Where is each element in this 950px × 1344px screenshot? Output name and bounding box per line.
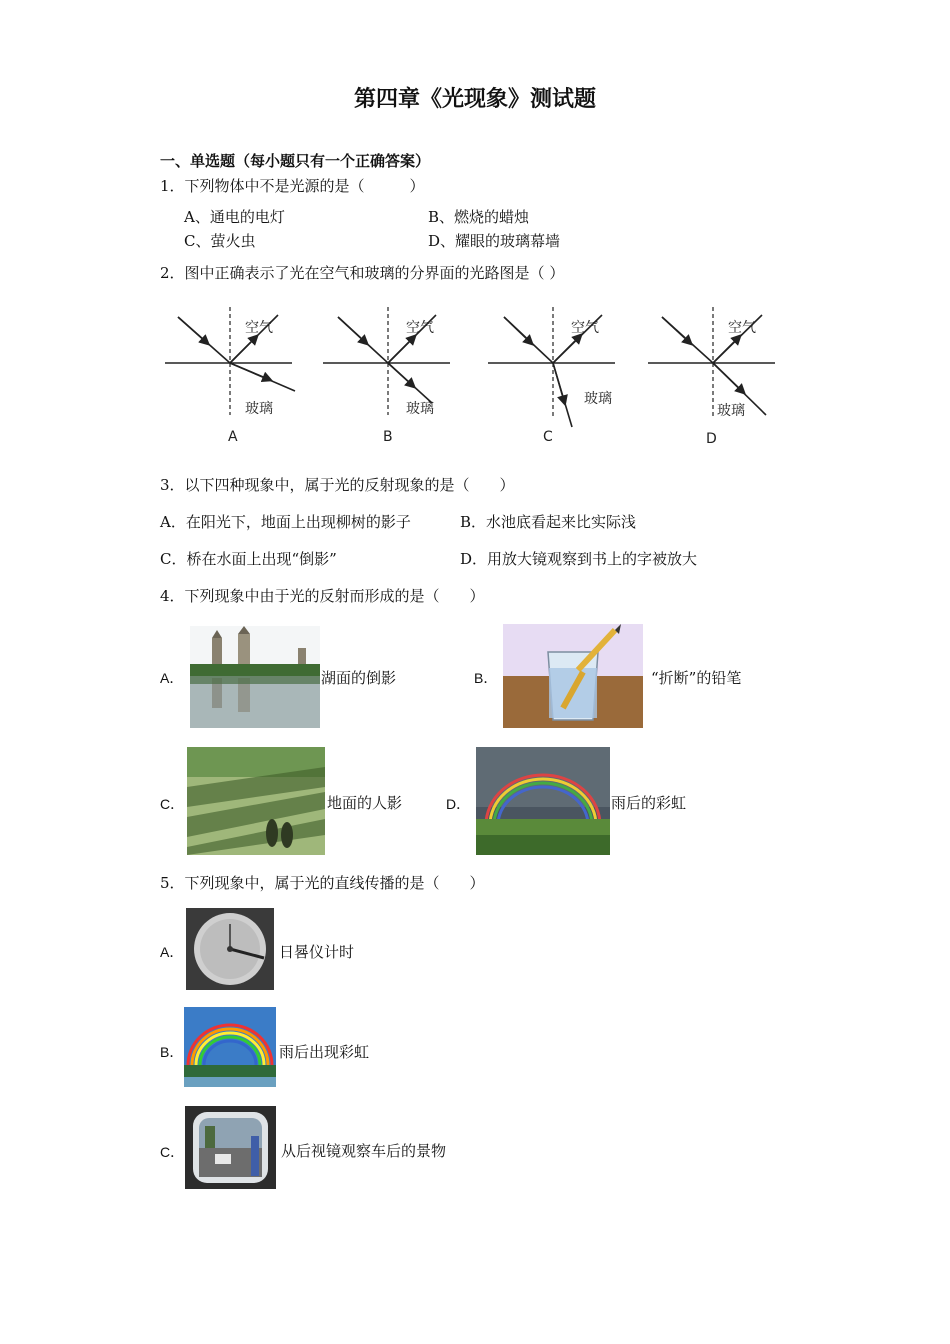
lake-reflection-image bbox=[190, 626, 320, 728]
q4-option-d-caption: 雨后的彩虹 bbox=[611, 794, 687, 812]
diagram-b bbox=[323, 307, 450, 445]
q4-option-b-caption: “折断”的铅笔 bbox=[651, 669, 742, 687]
q3-option-b: B．水池底看起来比实际浅 bbox=[460, 513, 637, 531]
page-title: 第四章《光现象》测试题 bbox=[353, 87, 596, 112]
q3-option-c: C．桥在水面上出现“倒影” bbox=[160, 550, 337, 568]
diagram-b-glass-label: 玻璃 bbox=[406, 401, 434, 417]
question-1-stem: 1．下列物体中不是光源的是（ ） bbox=[160, 177, 425, 195]
q4-option-a-letter: A． bbox=[160, 670, 184, 686]
diagram-c bbox=[488, 307, 615, 445]
q4-option-a-caption: 湖面的倒影 bbox=[321, 669, 397, 687]
diagram-d bbox=[648, 307, 775, 447]
q3-option-a: A．在阳光下，地面上出现柳树的影子 bbox=[160, 513, 411, 531]
q1-option-c: C、萤火虫 bbox=[184, 232, 256, 250]
diagram-a bbox=[165, 307, 295, 445]
question-5-stem: 5．下列现象中，属于光的直线传播的是（ ） bbox=[160, 874, 485, 892]
q5-option-a-caption: 日晷仪计时 bbox=[279, 943, 355, 961]
diagram-c-letter: C bbox=[543, 429, 553, 445]
broken-pencil-image bbox=[503, 624, 643, 728]
q5-option-c-letter: C． bbox=[160, 1144, 185, 1160]
q4-option-b-letter: B． bbox=[474, 670, 498, 686]
diagram-d-letter: D bbox=[706, 431, 717, 447]
light-path-diagrams bbox=[160, 305, 785, 455]
question-4-stem: 4．下列现象中由于光的反射而形成的是（ ） bbox=[160, 587, 485, 605]
diagram-a-air-label: 空气 bbox=[245, 320, 273, 336]
diagram-d-glass-label: 玻璃 bbox=[717, 403, 745, 419]
q5-option-b-letter: B． bbox=[160, 1044, 184, 1060]
q1-option-d: D、耀眼的玻璃幕墙 bbox=[428, 232, 561, 250]
ground-shadow-image bbox=[187, 747, 325, 855]
diagram-a-glass-label: 玻璃 bbox=[245, 401, 273, 417]
sundial-image bbox=[186, 908, 274, 990]
q1-option-b: B、燃烧的蜡烛 bbox=[428, 208, 530, 226]
q5-option-a-letter: A． bbox=[160, 944, 184, 960]
rainbow-after-rain-image bbox=[476, 747, 610, 855]
q4-option-d-letter: D． bbox=[446, 796, 471, 812]
question-3-stem: 3．以下四种现象中，属于光的反射现象的是（ ） bbox=[160, 476, 515, 494]
rainbow-image bbox=[184, 1007, 276, 1087]
q4-option-c-caption: 地面的人影 bbox=[327, 794, 403, 812]
question-2-stem: 2．图中正确表示了光在空气和玻璃的分界面的光路图是（ ） bbox=[160, 264, 565, 282]
q3-option-d: D．用放大镜观察到书上的字被放大 bbox=[460, 550, 698, 568]
q1-option-a: A、通电的电灯 bbox=[184, 208, 285, 226]
diagram-c-glass-label: 玻璃 bbox=[584, 391, 612, 407]
diagram-c-air-label: 空气 bbox=[571, 320, 599, 336]
section-heading: 一、单选题（每小题只有一个正确答案） bbox=[160, 152, 431, 170]
q5-option-b-caption: 雨后出现彩虹 bbox=[279, 1043, 370, 1061]
diagram-b-air-label: 空气 bbox=[406, 320, 434, 336]
diagram-d-air-label: 空气 bbox=[728, 320, 756, 336]
diagram-a-letter: A bbox=[228, 429, 238, 445]
q4-option-c-letter: C． bbox=[160, 796, 185, 812]
q5-option-c-caption: 从后视镜观察车后的景物 bbox=[281, 1142, 447, 1160]
rearview-mirror-image bbox=[185, 1106, 276, 1189]
diagram-b-letter: B bbox=[383, 429, 393, 445]
